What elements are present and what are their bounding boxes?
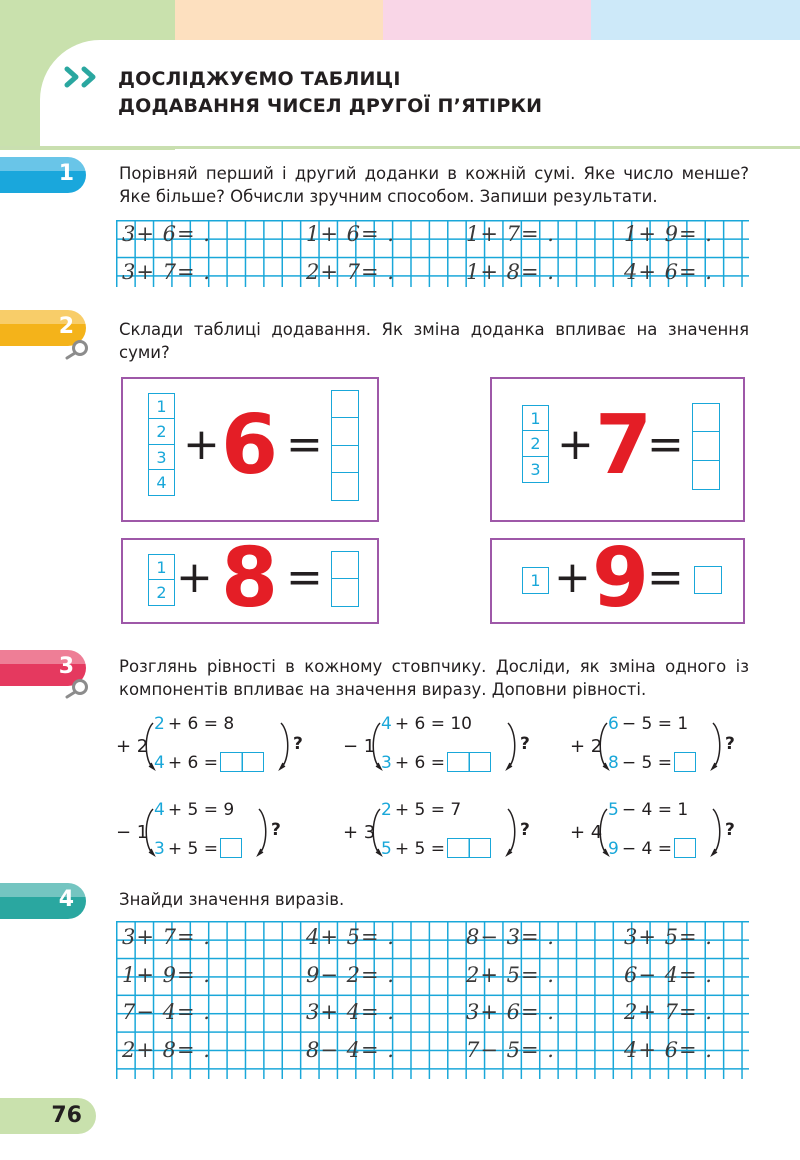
changed-component: 2: [154, 714, 165, 734]
handwritten-expression: 9− 2= .: [306, 962, 395, 987]
bracket-arrow-right-icon: [710, 720, 724, 772]
addend-cell: 3: [522, 456, 549, 483]
handwritten-expression: 3+ 7= .: [122, 260, 211, 284]
answer-cell[interactable]: [692, 431, 720, 461]
answer-cell[interactable]: [694, 566, 722, 594]
add-table-9: [490, 531, 745, 626]
equation-rest: + 6 =: [167, 753, 218, 773]
add-table-6: [121, 377, 379, 522]
changed-component: 2: [381, 800, 392, 820]
equation-top: [608, 800, 688, 820]
equation-rest: − 4 = 1: [621, 800, 689, 820]
answer-box[interactable]: [447, 838, 491, 858]
addend-cell: 2: [522, 430, 549, 457]
equation-rest: + 5 =: [394, 839, 445, 859]
changed-component: 4: [154, 753, 165, 773]
question-mark: ?: [520, 734, 530, 754]
question-mark: ?: [725, 820, 735, 840]
add-table-7: [490, 377, 745, 522]
answer-cell[interactable]: [331, 417, 359, 446]
page-number-badge: [0, 1098, 96, 1134]
handwritten-expression: 2+ 7= .: [306, 260, 395, 284]
big-number: 7: [595, 398, 653, 493]
equation-group: [343, 714, 558, 784]
transform-label: − 1: [343, 736, 376, 757]
page-title-line1: ДОСЛІДЖУЄМО ТАБЛИЦІ: [118, 68, 401, 90]
bracket-arrow-right-icon: [505, 806, 519, 858]
changed-component: 3: [154, 839, 165, 859]
equation-top: [154, 800, 234, 820]
answer-cells: [692, 404, 720, 490]
handwritten-expression: 8− 3= .: [466, 925, 555, 949]
plus-sign: +: [183, 419, 220, 470]
bracket-arrow-right-icon: [278, 720, 292, 772]
equation-rest: − 5 = 1: [621, 714, 689, 734]
equation-top: [154, 714, 234, 734]
answer-cell[interactable]: [331, 445, 359, 474]
task3-text: Розглянь рівності в кожному стовпчику. Досліди, як зміна одного із компонентів впливає на значення виразу. Доповни рівності.: [119, 657, 749, 699]
handwritten-expression: 1+ 8= .: [466, 260, 555, 284]
equation-top: [381, 714, 472, 734]
handwritten-expression: 4+ 6= .: [624, 1037, 713, 1062]
question-mark: ?: [520, 820, 530, 840]
question-mark: ?: [271, 820, 281, 840]
plus-sign: +: [554, 552, 591, 603]
equation-rest: + 5 = 9: [167, 800, 235, 820]
handwritten-expression: 2+ 7= .: [624, 1000, 713, 1024]
answer-cells: [331, 391, 359, 501]
answer-box[interactable]: [220, 838, 242, 858]
addend-cell: 1: [522, 405, 549, 432]
equation-bottom: [381, 752, 491, 773]
handwritten-expression: 3+ 5= .: [624, 925, 713, 949]
answer-cell[interactable]: [331, 551, 359, 580]
page-number: 76: [51, 1103, 82, 1128]
changed-component: 5: [608, 800, 619, 820]
changed-component: 9: [608, 839, 619, 859]
addend-cell: 3: [148, 444, 175, 471]
handwritten-expression: 1+ 9= .: [624, 222, 713, 246]
equation-rest: + 6 = 10: [394, 714, 472, 734]
equation-rest: − 4 =: [621, 839, 672, 859]
handwritten-expression: 2+ 8= .: [122, 1037, 211, 1062]
changed-component: 5: [381, 839, 392, 859]
equation-rest: + 5 = 7: [394, 800, 462, 820]
handwritten-expression: 4+ 6= .: [624, 260, 713, 284]
equals-sign: =: [286, 552, 323, 603]
equation-group: [343, 800, 558, 870]
handwritten-expression: 1+ 6= .: [306, 222, 395, 246]
task-number-badge-4: [0, 883, 86, 919]
handwritten-expression: 3+ 4= .: [306, 1000, 395, 1024]
equals-sign: =: [647, 419, 684, 470]
equation-group: [116, 714, 331, 784]
equation-bottom: [608, 752, 696, 773]
equals-sign: =: [647, 552, 684, 603]
equation-group: [116, 800, 331, 870]
task1-text: Порівняй перший і другий доданки в кожній сумі. Яке число менше? Яке більше? Обчисли зручним способом. Запиши результати.: [119, 164, 749, 206]
answer-cell[interactable]: [692, 403, 720, 433]
equation-bottom: [381, 838, 491, 859]
equation-bottom: [608, 838, 696, 859]
handwritten-expression: 4+ 5= .: [306, 925, 395, 949]
changed-component: 3: [381, 753, 392, 773]
changed-component: 4: [154, 800, 165, 820]
equation-top: [608, 714, 688, 734]
addend-cell: 1: [522, 567, 549, 594]
transform-label: + 3: [343, 822, 376, 843]
page-title-line2: ДОДАВАННЯ ЧИСЕЛ ДРУГОЇ П’ЯТІРКИ: [118, 95, 543, 117]
handwritten-expression: 7− 5= .: [466, 1037, 555, 1062]
handwritten-expression: 8− 4= .: [306, 1037, 395, 1062]
task2-text: Склади таблиці додавання. Як зміна доданка впливає на значення суми?: [119, 320, 749, 362]
answer-box[interactable]: [674, 838, 696, 858]
transform-label: + 4: [570, 822, 603, 843]
equation-bottom: [154, 752, 264, 773]
transform-label: − 1: [116, 822, 149, 843]
add-table-8: [121, 531, 379, 626]
handwritten-expression: 6− 4= .: [624, 962, 713, 987]
addend-cells: [148, 394, 175, 496]
equation-rest: + 6 =: [394, 753, 445, 773]
big-number: 9: [592, 531, 650, 626]
changed-component: 4: [381, 714, 392, 734]
double-chevron-icon: [64, 66, 104, 88]
bracket-arrow-right-icon: [710, 806, 724, 858]
bracket-arrow-right-icon: [256, 806, 270, 858]
magnifier-icon: [64, 677, 90, 699]
handwritten-expression: 7− 4= .: [122, 1000, 211, 1024]
handwritten-expression: 3+ 6= .: [466, 1000, 555, 1024]
plus-sign: +: [557, 419, 594, 470]
answer-cell[interactable]: [692, 460, 720, 490]
addend-cells: [522, 568, 549, 594]
answer-box[interactable]: [220, 752, 264, 772]
bracket-arrow-right-icon: [505, 720, 519, 772]
equals-sign: =: [286, 419, 323, 470]
task-number-badge-1: [0, 157, 86, 193]
addend-cell: 2: [148, 579, 175, 606]
task4-text: Знайди значення виразів.: [119, 890, 345, 909]
answer-box[interactable]: [674, 752, 696, 772]
equation-bottom: [154, 838, 242, 859]
addend-cell: 2: [148, 418, 175, 445]
task-number: 4: [58, 887, 74, 912]
addend-cells: [148, 555, 175, 606]
equation-rest: + 6 = 8: [167, 714, 235, 734]
answer-cell[interactable]: [331, 472, 359, 501]
handwritten-expression: 1+ 7= .: [466, 222, 555, 246]
plus-sign: +: [176, 552, 213, 603]
header-divider: [0, 146, 800, 149]
big-number: 6: [221, 398, 279, 493]
answer-cell[interactable]: [331, 578, 359, 607]
answer-cells: [694, 567, 722, 594]
equation-rest: + 5 =: [167, 839, 218, 859]
answer-cells: [331, 552, 359, 607]
answer-box[interactable]: [447, 752, 491, 772]
changed-component: 6: [608, 714, 619, 734]
task-number: 3: [58, 654, 74, 679]
addend-cell: 1: [148, 554, 175, 581]
handwritten-expression: 1+ 9= .: [122, 962, 211, 987]
task-number: 2: [58, 314, 74, 339]
answer-cell[interactable]: [331, 390, 359, 419]
handwritten-expression: 3+ 7= .: [122, 925, 211, 949]
transform-label: + 2: [116, 736, 149, 757]
handwritten-expression: 3+ 6= .: [122, 222, 211, 246]
page-title: [118, 66, 542, 120]
equation-top: [381, 800, 461, 820]
equation-group: [570, 800, 785, 870]
addend-cell: 1: [148, 393, 175, 420]
transform-label: + 2: [570, 736, 603, 757]
changed-component: 8: [608, 753, 619, 773]
addend-cells: [522, 406, 549, 483]
big-number: 8: [221, 531, 279, 626]
magnifier-icon: [64, 338, 90, 360]
equation-group: [570, 714, 785, 784]
addend-cell: 4: [148, 469, 175, 496]
question-mark: ?: [293, 734, 303, 754]
handwritten-expression: 2+ 5= .: [466, 962, 555, 987]
equation-rest: − 5 =: [621, 753, 672, 773]
task-number: 1: [58, 161, 74, 186]
question-mark: ?: [725, 734, 735, 754]
